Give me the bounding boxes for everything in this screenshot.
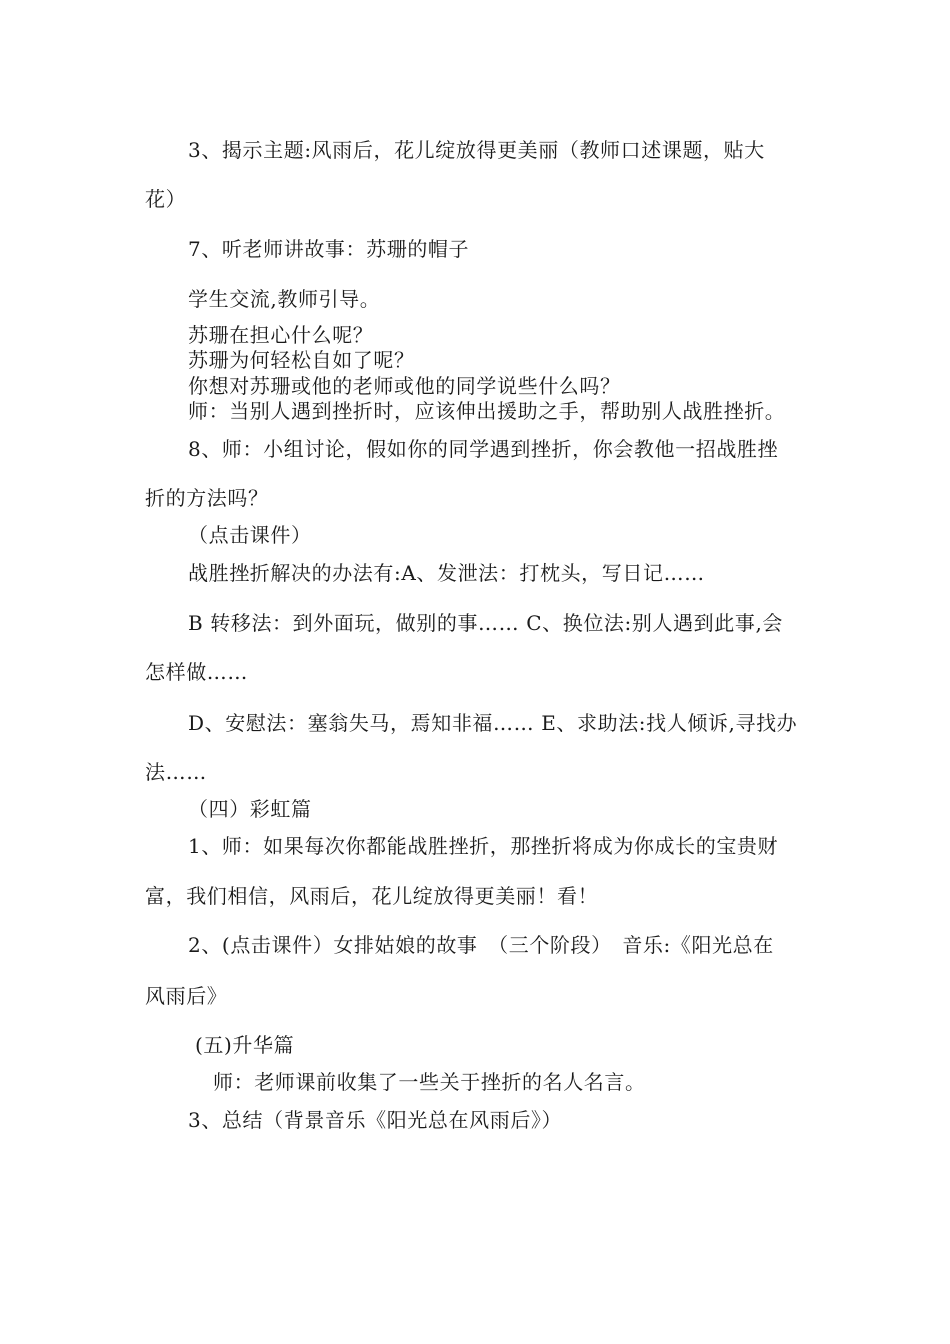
paragraph-line: 1、师：如果每次你都能战胜挫折，那挫折将成为你成长的宝贵财 [188, 834, 779, 858]
paragraph-line: 法…… [145, 760, 207, 784]
paragraph-line: 花） [145, 187, 187, 211]
paragraph-line: 苏珊在担心什么呢？ [188, 323, 374, 347]
paragraph-line: 8、师：小组讨论，假如你的同学遇到挫折，你会教他一招战胜挫 [188, 437, 779, 461]
paragraph-line: 师：当别人遇到挫折时，应该伸出援助之手，帮助别人战胜挫折。 [188, 399, 786, 423]
section-heading: （四）彩虹篇 [188, 797, 312, 821]
paragraph-line: 7、听老师讲故事：苏珊的帽子 [188, 237, 470, 261]
paragraph-line: 师：老师课前收集了一些关于挫折的名人名言。 [213, 1070, 646, 1094]
paragraph-line: 3、揭示主题:风雨后，花儿绽放得更美丽（教师口述课题，贴大 [188, 138, 765, 162]
paragraph-line: 战胜挫折解决的办法有:A、发泄法：打枕头，写日记…… [188, 561, 705, 585]
paragraph-line: 3、总结（背景音乐《阳光总在风雨后》） [188, 1108, 563, 1132]
paragraph-line: 你想对苏珊或他的老师或他的同学说些什么吗？ [188, 374, 621, 398]
paragraph-line: 学生交流,教师引导。 [188, 287, 381, 311]
paragraph-line: 2、(点击课件）女排姑娘的故事 （三个阶段） 音乐:《阳光总在 [188, 933, 774, 957]
paragraph-line: 风雨后》 [145, 984, 228, 1008]
section-heading: (五)升华篇 [195, 1033, 295, 1057]
paragraph-line: B 转移法：到外面玩，做别的事…… C、换位法:别人遇到此事,会 [188, 611, 784, 635]
paragraph-line: （点击课件） [188, 523, 312, 547]
paragraph-line: 富，我们相信，风雨后，花儿绽放得更美丽！看！ [145, 884, 599, 908]
paragraph-line: 折的方法吗？ [145, 486, 269, 510]
paragraph-line: 苏珊为何轻松自如了呢？ [188, 348, 415, 372]
paragraph-line: 怎样做…… [145, 660, 248, 684]
paragraph-line: D、安慰法：塞翁失马，焉知非福…… E、求助法:找人倾诉,寻找办 [188, 711, 798, 735]
